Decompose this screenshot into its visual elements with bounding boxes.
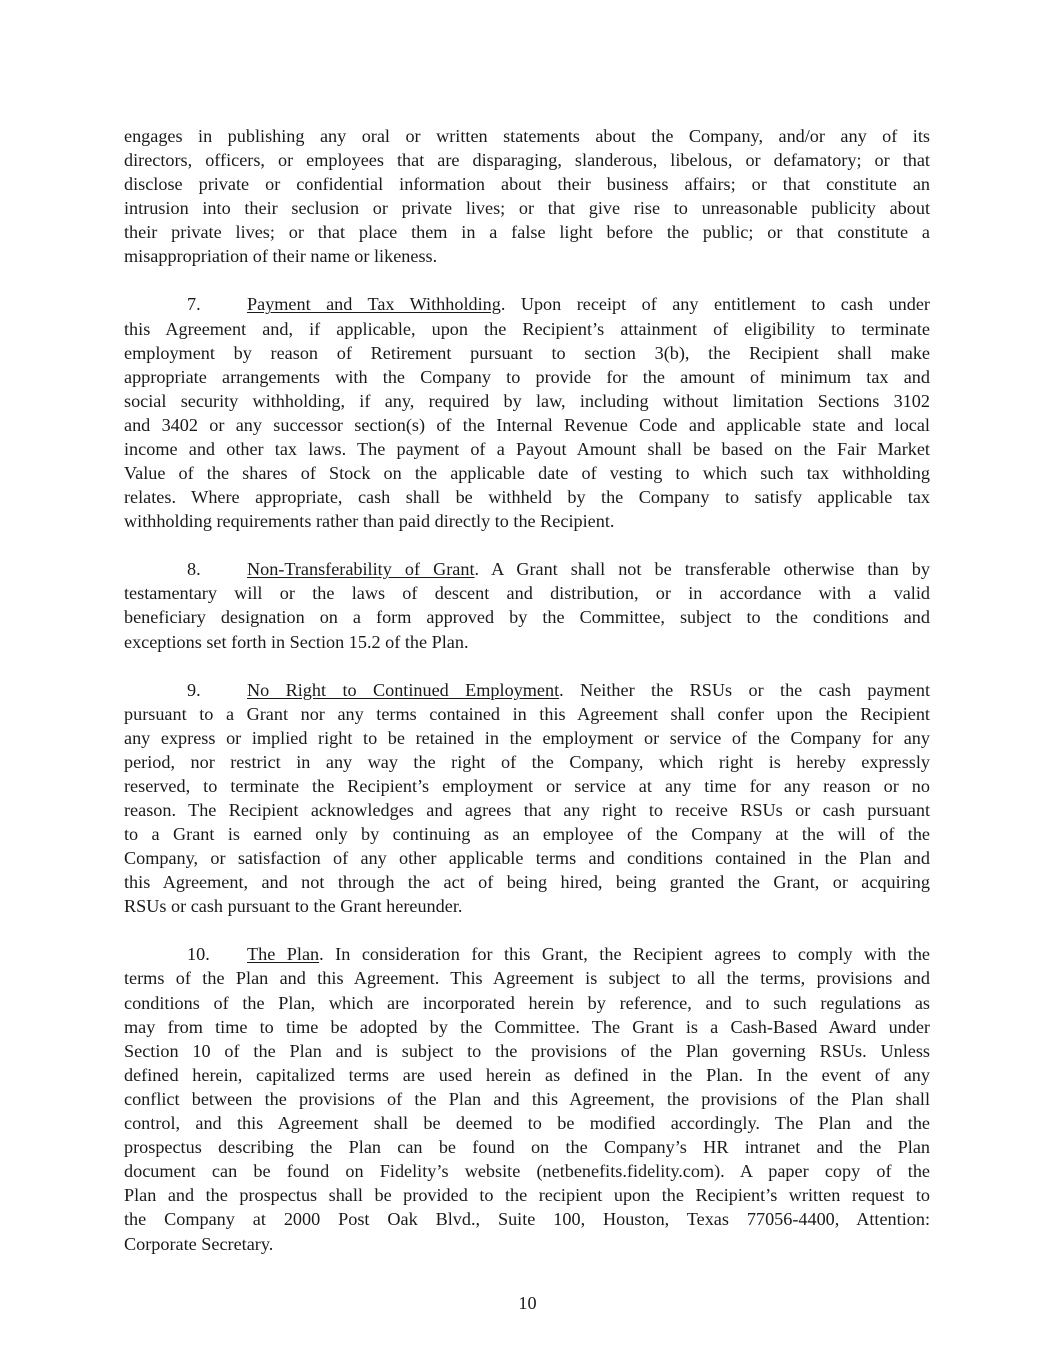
- page-number: 10: [518, 1293, 537, 1313]
- text-line: this Agreement and, if applicable, upon the Recipient’s attainment of eligibility to terminate: [124, 318, 930, 339]
- section-first-line: [124, 942, 930, 966]
- text-line: engages in publishing any oral or written statements about the Company, and/or any of its: [124, 126, 930, 146]
- text-line: their private lives; or that place them in a false light before the public; or that constitute a: [124, 222, 930, 243]
- section-first-line: [124, 292, 930, 316]
- text-line: directors, officers, or employees that are disparaging, slanderous, libelous, or defamatory; or that: [124, 150, 930, 171]
- text-line: beneficiary designation on a form approved by the Committee, subject to the conditions and: [124, 607, 930, 628]
- text-line: conflict between the provisions of the Plan and this Agreement, the provisions of the Plan shall: [124, 1088, 930, 1109]
- section-heading: Non-Transferability of Grant: [247, 559, 475, 580]
- text-line: document can be found on Fidelity’s website (netbenefits.fidelity.com). A paper copy of the: [124, 1161, 930, 1182]
- section-10-the-plan: [124, 942, 930, 1255]
- text-line: testamentary will or the laws of descent and distribution, or in accordance with a valid: [124, 583, 930, 604]
- text-line: relates. Where appropriate, cash shall be withheld by the Company to satisfy applicable tax: [124, 487, 930, 508]
- section-heading: Payment and Tax Withholding: [247, 294, 501, 315]
- section-first-line-text: . Upon receipt of any entitlement to cash under: [500, 294, 930, 315]
- text-line: control, and this Agreement shall be deemed to be modified accordingly. The Plan and the: [124, 1113, 930, 1134]
- text-line: terms of the Plan and this Agreement. This Agreement is subject to all the terms, provisions and: [124, 968, 930, 989]
- text-line: appropriate arrangements with the Company to provide for the amount of minimum tax and: [124, 366, 930, 387]
- section-first-line: [124, 557, 930, 581]
- text-line: Value of the shares of Stock on the applicable date of vesting to which such tax withholding: [124, 463, 930, 484]
- text-line: withholding requirements rather than paid directly to the Recipient.: [124, 511, 615, 532]
- text-line: social security withholding, if any, required by law, including without limitation Sections 3102: [124, 390, 930, 411]
- text-line: exceptions set forth in Section 15.2 of the Plan.: [124, 631, 469, 652]
- text-line: the Company at 2000 Post Oak Blvd., Suite 100, Houston, Texas 77056-4400, Attention:: [124, 1209, 930, 1230]
- text-line: reserved, to terminate the Recipient’s employment or service at any time for any reason or no: [124, 775, 930, 796]
- text-line: defined herein, capitalized terms are used herein as defined in the Plan. In the event of any: [124, 1064, 930, 1085]
- text-line: intrusion into their seclusion or private lives; or that give rise to unreasonable publicity about: [124, 198, 930, 219]
- text-line: Corporate Secretary.: [124, 1233, 274, 1254]
- text-line: RSUs or cash pursuant to the Grant hereunder.: [124, 896, 463, 917]
- text-line: disclose private or confidential information about their business affairs; or that constitute an: [124, 174, 930, 195]
- text-line: pursuant to a Grant nor any terms contained in this Agreement shall confer upon the Recipient: [124, 703, 930, 724]
- text-line: employment by reason of Retirement pursuant to section 3(b), the Recipient shall make: [124, 342, 930, 363]
- text-line: conditions of the Plan, which are incorporated herein by reference, and to such regulations as: [124, 992, 930, 1013]
- section-first-line-text: . In consideration for this Grant, the Recipient agrees to comply with the: [319, 944, 930, 965]
- text-line: misappropriation of their name or likeness.: [124, 246, 438, 267]
- section-7-payment-and-tax-withholding: [124, 292, 930, 533]
- text-line: Plan and the prospectus shall be provided to the recipient upon the Recipient’s written request to: [124, 1185, 930, 1206]
- text-line: income and other tax laws. The payment of a Payout Amount shall be based on the Fair Market: [124, 439, 930, 460]
- section-first-line-text: . A Grant shall not be transferable otherwise than by: [474, 559, 930, 580]
- section-number: 7.: [187, 294, 201, 315]
- text-line: period, nor restrict in any way the right of the Company, which right is hereby expressly: [124, 751, 930, 772]
- text-line: Section 10 of the Plan and is subject to the provisions of the Plan governing RSUs. Unless: [124, 1040, 930, 1061]
- section-heading: No Right to Continued Employment: [247, 679, 560, 700]
- text-line: and 3402 or any successor section(s) of the Internal Revenue Code and applicable state and local: [124, 414, 930, 435]
- text-line: reason. The Recipient acknowledges and agrees that any right to receive RSUs or cash pursuant: [124, 800, 930, 821]
- section-first-line-text: . Neither the RSUs or the cash payment: [559, 679, 930, 700]
- section-heading: The Plan: [247, 944, 320, 965]
- text-line: prospectus describing the Plan can be found on the Company’s HR intranet and the Plan: [124, 1137, 930, 1158]
- section-number: 10.: [187, 944, 210, 965]
- text-line: to a Grant is earned only by continuing as an employee of the Company at the will of the: [124, 824, 930, 845]
- section-9-no-right-to-continued-employment: [124, 678, 930, 919]
- paragraph-continuation: [124, 124, 930, 269]
- section-number: 8.: [187, 559, 201, 580]
- text-line: any express or implied right to be retained in the employment or service of the Company for any: [124, 727, 930, 748]
- section-first-line: [124, 678, 930, 702]
- section-number: 9.: [187, 679, 201, 700]
- text-line: this Agreement, and not through the act of being hired, being granted the Grant, or acquiring: [124, 872, 930, 893]
- text-line: may from time to time be adopted by the Committee. The Grant is a Cash-Based Award under: [124, 1016, 930, 1037]
- text-line: Company, or satisfaction of any other applicable terms and conditions contained in the Plan and: [124, 848, 930, 869]
- section-8-non-transferability: [124, 557, 930, 653]
- document-page: [124, 124, 930, 1279]
